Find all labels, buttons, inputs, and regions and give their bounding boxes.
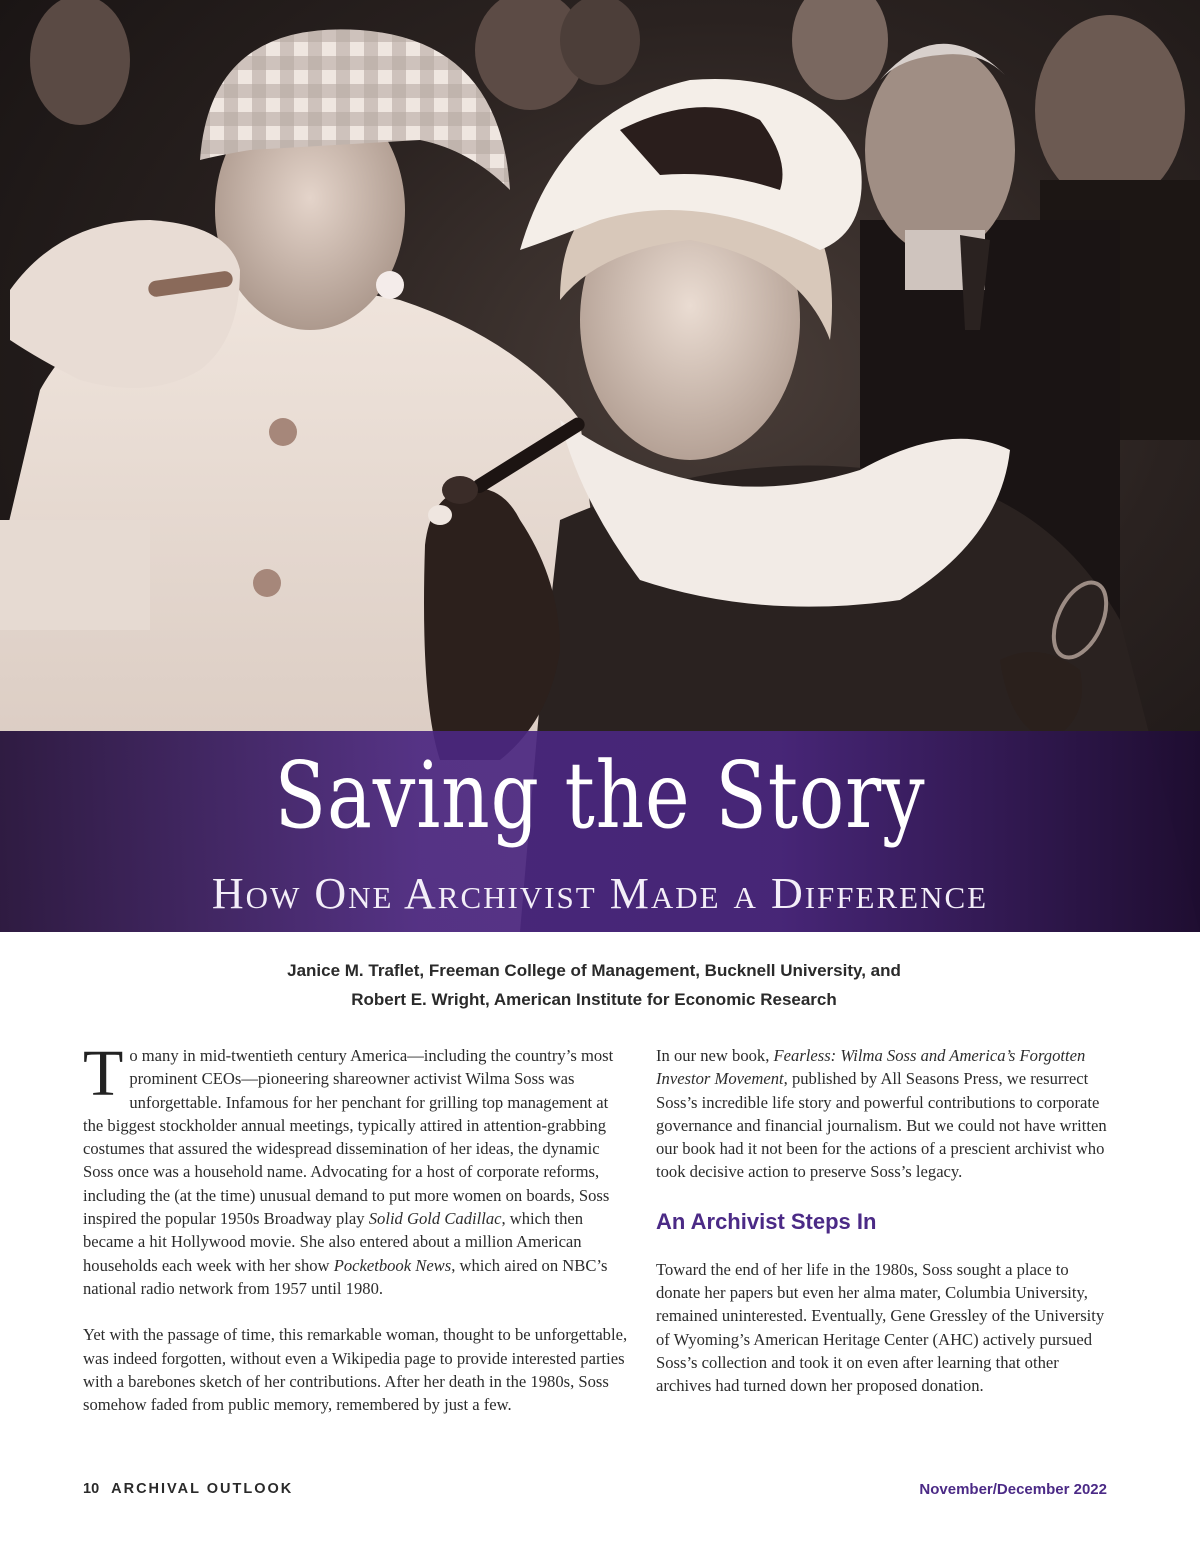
book-text-a: In our new book,	[656, 1046, 774, 1065]
publication-name: ARCHIVAL OUTLOOK	[111, 1481, 294, 1497]
footer-publication	[83, 1481, 293, 1497]
paragraph-forgotten: Yet with the passage of time, this remarkable woman, thought to be unforgettable, was indeed forgotten, without even a Wikipedia page to provide interested parties with a barebones sketch of her contributions. After her death in the 1980s, Soss somehow faded from public memory, remembered by just a few.	[83, 1325, 628, 1415]
byline-line-1: Janice M. Traflet, Freeman College of Management, Bucknell University, and	[287, 961, 901, 980]
show-title: Pocketbook News	[333, 1255, 452, 1275]
article-subtitle: How One Archivist Made a Difference	[211, 869, 989, 918]
footer-issue: November/December 2022	[919, 1481, 1107, 1498]
drop-cap: T	[83, 1037, 124, 1110]
byline	[0, 956, 1188, 1014]
section-heading: An Archivist Steps In	[656, 1208, 877, 1234]
intro-text-a: o many in mid-twentieth century America—including the country’s most prominent CEOs—pioneering shareowner activist Wilma Soss was unforgettable. Infamous for her penchant for grilling top management at the biggest stockholder annual meetings, typically attired in attention-grabbing costumes that assured the widespread dissemination of her ideas, the dynamic Soss once was a household name. Advocating for a host of corporate reforms, including the (at the time) unusual demand to put more women on boards, Soss inspired the popular 1950s Broadway play	[83, 1046, 614, 1229]
paragraph-intro	[83, 1037, 629, 1300]
intro-text-b: , which then became a hit Hollywood movie. She also entered about a million American households each week with her show	[83, 1209, 584, 1275]
play-title: Solid Gold Cadillac	[368, 1209, 502, 1229]
book-title: Fearless: Wilma Soss and America’s Forgotten Investor Movement	[656, 1046, 1086, 1089]
left-column	[83, 1037, 629, 1439]
page-number: 10	[83, 1481, 100, 1497]
byline-line-2: Robert E. Wright, American Institute for Economic Research	[351, 990, 837, 1009]
book-text-b: , published by All Seasons Press, we resurrect Soss’s incredible life story and powerful contributions to corporate governance and financial journalism. But we could not have written our book had it not been for the actions of a prescient archivist who took decisive action to preserve Soss’s legacy.	[656, 1069, 1107, 1182]
paragraph-archivist: Toward the end of her life in the 1980s, Soss sought a place to donate her papers but even her alma mater, Columbia University, remained uninterested. Eventually, Gene Gressley of the University of Wyoming’s American Heritage Center (AHC) actively pursued Soss’s collection and took it on even after learning that other archives had turned down her proposed donation.	[656, 1259, 1105, 1396]
right-column	[656, 1044, 1116, 1421]
article-title: Saving the Story	[274, 742, 926, 849]
paragraph-book	[656, 1044, 1116, 1184]
intro-text-c: , which aired on NBC’s national radio network from 1957 until 1980.	[83, 1255, 608, 1298]
